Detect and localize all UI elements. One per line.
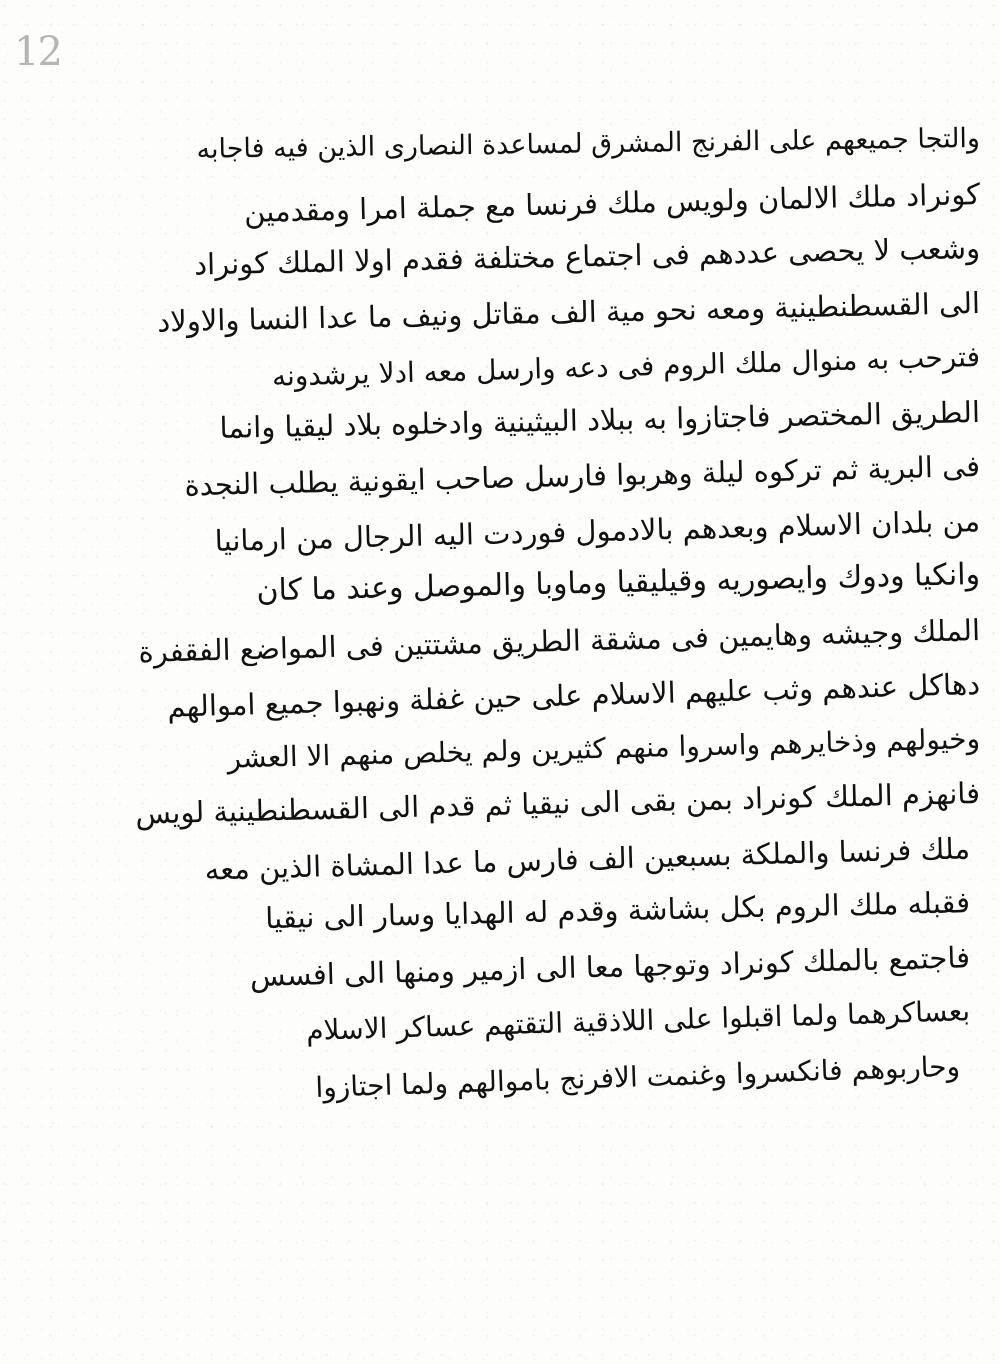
manuscript-line-1: والتجا جميعهم على الفرنج المشرق لمساعدة النصارى الذين فيه فاجابه [196, 123, 981, 165]
manuscript-line-18: وحاربوهم فانكسروا وغنمت الافرنج باموالهم ولما اجتازوا [314, 1049, 961, 1104]
manuscript-line-15: فقبله ملك الروم بكل بشاشة وقدم له الهدايا وسار الى نيقيا [264, 885, 971, 936]
manuscript-line-9: وانكيا ودوك وايصوريه وقيليقيا وماوبا والموصل وعند ما كان [256, 557, 981, 609]
manuscript-text-block [134, 112, 981, 1222]
manuscript-line-10: الملك وجيشه وهايمين فى مشقة الطريق مشتتين فى المواضع الفقفرة [138, 612, 981, 669]
manuscript-line-16: فاجتمع بالملك كونراد وتوجها معا الى ازمير ومنها الى افسس [249, 939, 971, 993]
page-number: 12 [14, 29, 61, 75]
manuscript-line-5: فترحب به منوال ملك الروم فى دعه وارسل معه ادلا يرشدونه [271, 340, 981, 393]
manuscript-line-6: الطريق المختصر فاجتازوا به ببلاد البيثينية وادخلوه بلاد ليقيا وانما [219, 394, 981, 445]
manuscript-line-13: فانهزم الملك كونراد بمن بقى الى نيقيا ثم قدم الى القسطنطينية لويس [134, 776, 981, 831]
manuscript-line-14: ملك فرنسا والملكة بسبعين الف فارس ما عدا المشاة الذين معه [204, 830, 971, 887]
manuscript-line-17: بعساكرهما ولما اقبلوا على اللاذقية التقتهم عساكر الاسلام [305, 994, 971, 1047]
manuscript-line-8: من بلدان الاسلام وبعدهم بالادمول فوردت اليه الرجال من ارمانيا [214, 503, 981, 558]
manuscript-line-12: وخيولهم وذخايرهم واسروا منهم كثيرين ولم يخلص منهم الا العشر [227, 721, 981, 775]
manuscript-line-3: وشعب لا يحصى عددهم فى اجتماع مختلفة فقدم اولا الملك كونراد [193, 231, 981, 282]
manuscript-line-4: الى القسطنطينية ومعه نحو مية الف مقاتل ونيف ما عدا النسا والاولاد [156, 285, 981, 339]
manuscript-line-7: فى البرية ثم تركوه ليلة وهربوا فارسل صاحب ايقونية يطلب النجدة [184, 449, 981, 503]
manuscript-line-11: دهاكل عندهم وثب عليهم الاسلام على حين غفلة ونهبوا جميع اموالهم [166, 667, 981, 724]
manuscript-line-2: كونراد ملك الالمان ولويس ملك فرنسا مع جملة امرا ومقدمين [243, 176, 981, 229]
